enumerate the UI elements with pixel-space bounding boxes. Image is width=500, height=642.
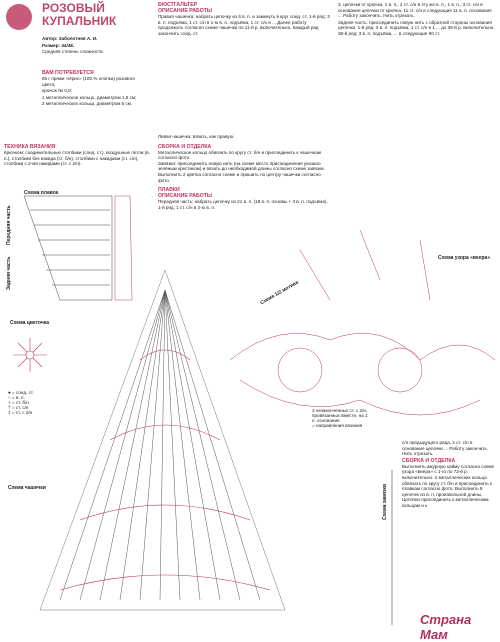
- materials-line: 1 металлическое кольцо, диаметром 1,5 см;: [42, 94, 137, 100]
- flower-diagram-label: Схема цветочка: [10, 320, 50, 326]
- materials-line: 2 металлических кольца, диаметром 5 см.: [42, 101, 133, 107]
- technique-heading: ТЕХНИКА ВЯЗАНИЯ: [4, 144, 56, 150]
- watermark: Страна Мам: [420, 612, 472, 642]
- legend-item: = направления вязания: [312, 423, 363, 428]
- fan-diagram: [230, 230, 495, 415]
- ties-diagram-label: Схема плавок: [24, 190, 59, 196]
- materials-line: 65 г пряжи «Ирис» (100 % хлопка) розового цвета;: [42, 76, 135, 87]
- front-label: Передняя часть: [6, 205, 12, 245]
- fan-diagram-label: Схема узора «веера»: [438, 255, 491, 261]
- materials-line: крючок № 0,9;: [42, 88, 73, 94]
- cont-text: с/н предыдущего ряда, 2 ст. с/н в основание цепочки ... Работу закончить. Нить отрезать.: [402, 440, 489, 457]
- legend-item: ‡ = ст. с 2/н: [8, 410, 33, 415]
- cup-diagram-label: Схема чашечки: [8, 485, 46, 491]
- legend-item: 3 незаконченных ст. с 2/н, провязанных вместе, на 1 п. основания: [312, 408, 368, 423]
- ties-text: Завязки: присоединить новую нить (на схеме место присоединения указано зелёным крестиком) и вязать до необходимой длины согласно схеме завязки. Выполнить 2 цветка согласно схеме и пришить по центру чашечки согласно фото.: [158, 160, 325, 183]
- panties-text: Передняя часть: набрать цепочку из 21 в. п. (18 в. п. основы + 3 в. п. подъёма). 1-й ряд: 1 ст. с/н в 4-ю в. п.: [158, 199, 328, 210]
- legend-item: + = ст. б/н: [8, 400, 29, 405]
- cup-diagram: [40, 270, 285, 610]
- panties-subheading: ОПИСАНИЕ РАБОТЫ: [158, 193, 212, 200]
- right-text-1: 3. цепочки от крючка, 1 в. п., 2 ст. с/н в эту же в. п., 1 в. п., 3 ст. с/н в основания цепочки от крючка, 11 ст. с/н в следующие 11 в. п. основания ... Работу закончить. Нить отрезать.: [338, 2, 492, 19]
- half-motif-label: Схема 1/2 мотива: [259, 279, 300, 307]
- bodice-heading: БЮСТГАЛЬТЕР: [158, 2, 198, 8]
- back-label: Задняя часть: [6, 256, 12, 290]
- legend-item: † = ст. с/н: [8, 405, 29, 410]
- ties-scheme-label: Схема завязки: [382, 484, 388, 520]
- bodice-subheading: ОПИСАНИЕ РАБОТЫ: [158, 8, 212, 14]
- final-assembly-heading: СБОРКА И ОТДЕЛКА: [402, 457, 456, 464]
- panties-diagram: [24, 196, 132, 300]
- bodice-text: Правая чашечка: набрать цепочку из 6 в. п. и замкнуть в круг соед. ст. 1-й ряд: 3 в. п. подъёма, 1 ст. с/н в 1-ю в. п. подъёма, 1 ст. с/н в ... Далее работу продолжить согласно схеме чашечки по 11-й р. включительно. Каждый ряд закончить соед. ст.: [158, 14, 330, 36]
- assembly-heading: СБОРКА И ОТДЕЛКА: [158, 143, 212, 150]
- author: Автор: Заболотняя А. И.: [42, 36, 98, 41]
- difficulty: Средняя степень сложности.: [42, 49, 104, 55]
- size: Размер: 44/48.: [42, 42, 75, 48]
- final-assembly-text: Выполнить ажурную кайму согласно схеме узора «веера» с 1-го по 72-й р. включительно. 2 металлических кольца обвязать по кругу ст. б/н и присоединить к плавкам согласно фото. Выполнить 8 цепочек из в. п. произвольной длины. Цепочки присоединить к металлическим кольцам и к: [402, 463, 495, 508]
- legend-item: ○ = в. п.: [8, 395, 25, 400]
- right-text-2: Задняя часть: присоединить новую нить с обратной стороны основания цепочки. 1-й ряд: 3 в. п. подъёма, 1 ст. с/н в 1 ... до 36-й р. включительно. 38-й ряд: 3 в. п. подъёма, ... в следующие 90 ст.: [338, 19, 495, 36]
- materials-heading: ВАМ ПОТРЕБУЕТСЯ: [42, 70, 94, 76]
- panties-heading: ПЛАВКИ: [158, 187, 180, 194]
- technique-text: Крючком: соединительные столбики (соед. ст.), воздушные петли (в. п.), столбики без накида (ст. б/н), столбики с накидами (ст. с/н), столбики с 2-мя накидами (ст. с 2/н).: [4, 150, 150, 167]
- legend-item: ● = соед. ст.: [8, 390, 34, 395]
- left-cup-text: Левая чашечка: вязать, как правую.: [158, 134, 235, 139]
- flower-diagram: [13, 338, 47, 372]
- page-title: РОЗОВЫЙ КУПАЛЬНИК: [42, 1, 117, 28]
- assembly-text: Металлическое кольцо обвязать по кругу ст. б/н и присоединить к чашечкам согласно фото.: [158, 149, 321, 161]
